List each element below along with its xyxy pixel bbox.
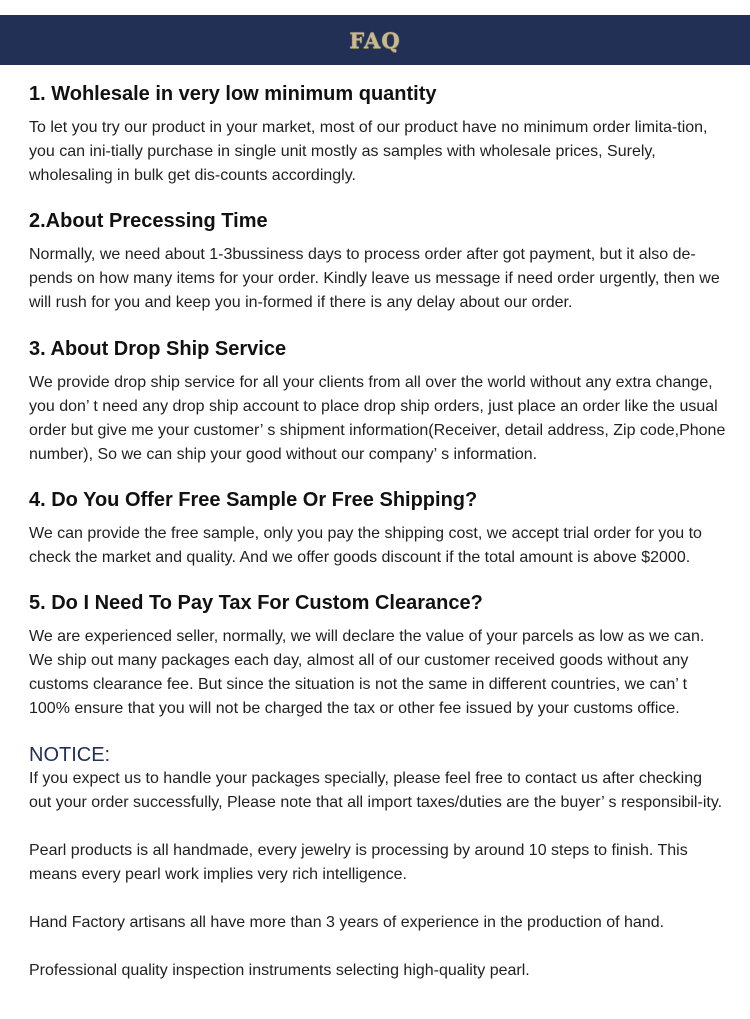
faq-answer: To let you try our product in your market, most of our product have no minimum order limita-tion, you can ini-tially purchase in single unit mostly as samples with wholesale prices, Surely, wholesaling in bulk get dis-counts accordingly.	[29, 119, 708, 184]
faq-question: 4. Do You Offer Free Sample Or Free Shipping?	[29, 489, 478, 511]
faq-question: 3. About Drop Ship Service	[29, 338, 287, 360]
banner-title: FAQ	[349, 27, 401, 53]
faq-answer: Normally, we need about 1-3bussiness days to process order after got payment, but it also de-pends on how many items for your order. Kindly leave us message if need order urgently, then we will rush for you and keep you in-formed if there is any delay about our order.	[29, 246, 720, 311]
notice-title: NOTICE:	[29, 744, 111, 766]
notice-section	[29, 743, 728, 1007]
top-spacer	[0, 0, 750, 15]
faq-item	[29, 486, 728, 570]
faq-answer: We can provide the free sample, only you pay the shipping cost, we accept trial order for you to check the market and quality. And we offer goods discount if the total amount is above $2000.	[29, 525, 702, 566]
faq-answer: We are experienced seller, normally, we will declare the value of your parcels as low as we can. We ship out many packages each day, almost all of our customer received goods without any customs clearance fee. But since the situation is not the same in different countries, we can’ t 100% ensure that you will not be charged the tax or other fee issued by your customs office.	[29, 628, 705, 717]
faq-item	[29, 589, 728, 721]
faq-item	[29, 207, 728, 315]
faq-question: 5. Do I Need To Pay Tax For Custom Clearance?	[29, 592, 483, 614]
faq-item	[29, 80, 728, 188]
notice-paragraph: Pearl products is all handmade, every jewelry is processing by around 10 steps to finish. This means every pearl work implies very rich intelligence.	[29, 842, 688, 883]
faq-question: 2.About Precessing Time	[29, 210, 268, 232]
faq-banner	[0, 15, 750, 65]
notice-paragraph: Professional quality inspection instruments selecting high-quality pearl.	[29, 962, 530, 979]
faq-item	[29, 335, 728, 467]
notice-paragraph: If you expect us to handle your packages specially, please feel free to contact us after checking out your order successfully, Please note that all import taxes/duties are the buyer’ s responsibil-ity.	[29, 770, 723, 811]
notice-paragraph: Hand Factory artisans all have more than 3 years of experience in the production of hand.	[29, 914, 665, 931]
faq-answer: We provide drop ship service for all your clients from all over the world without any extra change, you don’ t need any drop ship account to place drop ship orders, just place an order like the usual order but give me your customer’ s shipment information(Receiver, detail address, Zip code,Phone number), So we can ship your good without our company’ s information.	[29, 374, 726, 463]
faq-question: 1. Wohlesale in very low minimum quantity	[29, 83, 437, 105]
